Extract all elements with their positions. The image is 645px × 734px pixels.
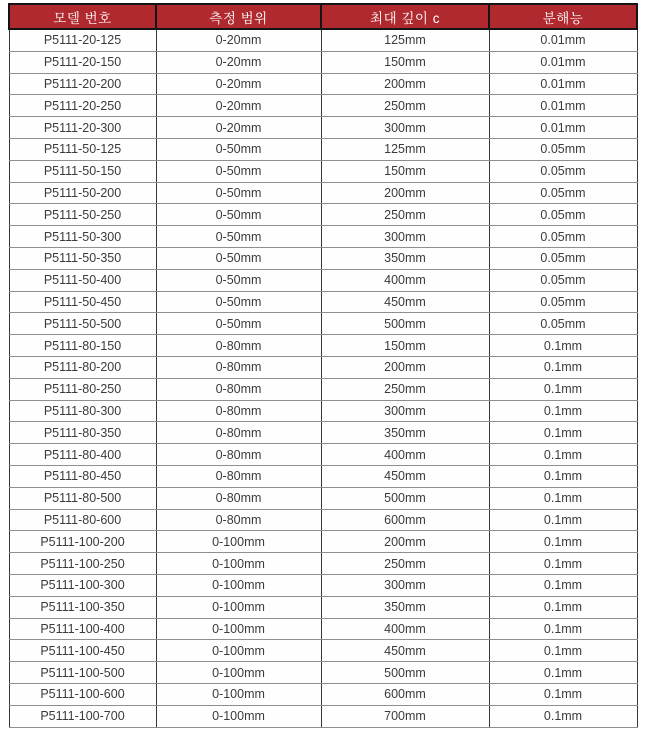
cell-resolution: 0.05mm bbox=[489, 138, 637, 160]
cell-measuring-range: 0-50mm bbox=[156, 160, 321, 182]
header-cell-measuring-range: 측정 범위 bbox=[156, 4, 321, 29]
cell-model-number: P5111-100-700 bbox=[9, 705, 156, 727]
cell-max-depth: 450mm bbox=[321, 291, 489, 313]
cell-model-number: P5111-20-125 bbox=[9, 29, 156, 51]
table-row bbox=[9, 553, 637, 575]
table-row bbox=[9, 531, 637, 553]
cell-max-depth: 200mm bbox=[321, 356, 489, 378]
cell-measuring-range: 0-100mm bbox=[156, 640, 321, 662]
table-row bbox=[9, 117, 637, 139]
cell-max-depth: 200mm bbox=[321, 182, 489, 204]
cell-resolution: 0.05mm bbox=[489, 226, 637, 248]
cell-resolution: 0.1mm bbox=[489, 378, 637, 400]
table-row bbox=[9, 640, 637, 662]
cell-resolution: 0.1mm bbox=[489, 356, 637, 378]
table-row bbox=[9, 705, 637, 727]
cell-max-depth: 300mm bbox=[321, 400, 489, 422]
cell-resolution: 0.1mm bbox=[489, 705, 637, 727]
cell-max-depth: 400mm bbox=[321, 444, 489, 466]
header-cell-max-depth: 최대 깊이 c bbox=[321, 4, 489, 29]
cell-resolution: 0.05mm bbox=[489, 247, 637, 269]
cell-max-depth: 600mm bbox=[321, 683, 489, 705]
table-row bbox=[9, 160, 637, 182]
table-row bbox=[9, 95, 637, 117]
cell-measuring-range: 0-20mm bbox=[156, 117, 321, 139]
cell-max-depth: 500mm bbox=[321, 487, 489, 509]
cell-resolution: 0.1mm bbox=[489, 683, 637, 705]
cell-max-depth: 400mm bbox=[321, 618, 489, 640]
cell-resolution: 0.1mm bbox=[489, 553, 637, 575]
cell-measuring-range: 0-80mm bbox=[156, 509, 321, 531]
cell-resolution: 0.01mm bbox=[489, 73, 637, 95]
cell-max-depth: 200mm bbox=[321, 531, 489, 553]
cell-measuring-range: 0-20mm bbox=[156, 29, 321, 51]
cell-model-number: P5111-100-250 bbox=[9, 553, 156, 575]
cell-resolution: 0.1mm bbox=[489, 422, 637, 444]
cell-max-depth: 250mm bbox=[321, 378, 489, 400]
table-row bbox=[9, 422, 637, 444]
table-row bbox=[9, 596, 637, 618]
cell-measuring-range: 0-50mm bbox=[156, 204, 321, 226]
cell-model-number: P5111-50-150 bbox=[9, 160, 156, 182]
cell-model-number: P5111-80-300 bbox=[9, 400, 156, 422]
cell-resolution: 0.1mm bbox=[489, 509, 637, 531]
cell-measuring-range: 0-80mm bbox=[156, 400, 321, 422]
cell-measuring-range: 0-50mm bbox=[156, 313, 321, 335]
cell-measuring-range: 0-20mm bbox=[156, 51, 321, 73]
table-row bbox=[9, 204, 637, 226]
product-spec-table bbox=[8, 3, 638, 728]
cell-max-depth: 400mm bbox=[321, 269, 489, 291]
cell-model-number: P5111-50-125 bbox=[9, 138, 156, 160]
cell-model-number: P5111-50-350 bbox=[9, 247, 156, 269]
cell-model-number: P5111-100-300 bbox=[9, 574, 156, 596]
table-row bbox=[9, 73, 637, 95]
cell-measuring-range: 0-50mm bbox=[156, 291, 321, 313]
table-header bbox=[9, 4, 637, 29]
cell-measuring-range: 0-80mm bbox=[156, 487, 321, 509]
cell-resolution: 0.1mm bbox=[489, 465, 637, 487]
cell-model-number: P5111-20-150 bbox=[9, 51, 156, 73]
cell-resolution: 0.1mm bbox=[489, 335, 637, 357]
table-row bbox=[9, 291, 637, 313]
cell-resolution: 0.1mm bbox=[489, 574, 637, 596]
cell-max-depth: 450mm bbox=[321, 465, 489, 487]
cell-max-depth: 300mm bbox=[321, 574, 489, 596]
cell-model-number: P5111-80-500 bbox=[9, 487, 156, 509]
cell-model-number: P5111-80-250 bbox=[9, 378, 156, 400]
cell-resolution: 0.1mm bbox=[489, 596, 637, 618]
table-row bbox=[9, 400, 637, 422]
cell-max-depth: 350mm bbox=[321, 596, 489, 618]
cell-max-depth: 500mm bbox=[321, 313, 489, 335]
cell-measuring-range: 0-50mm bbox=[156, 247, 321, 269]
cell-model-number: P5111-50-400 bbox=[9, 269, 156, 291]
cell-model-number: P5111-50-200 bbox=[9, 182, 156, 204]
cell-measuring-range: 0-50mm bbox=[156, 269, 321, 291]
cell-model-number: P5111-80-350 bbox=[9, 422, 156, 444]
table-row bbox=[9, 683, 637, 705]
cell-measuring-range: 0-100mm bbox=[156, 705, 321, 727]
cell-max-depth: 150mm bbox=[321, 160, 489, 182]
cell-resolution: 0.1mm bbox=[489, 487, 637, 509]
cell-model-number: P5111-50-250 bbox=[9, 204, 156, 226]
cell-model-number: P5111-20-250 bbox=[9, 95, 156, 117]
cell-measuring-range: 0-100mm bbox=[156, 596, 321, 618]
cell-resolution: 0.05mm bbox=[489, 182, 637, 204]
table-row bbox=[9, 574, 637, 596]
cell-max-depth: 125mm bbox=[321, 29, 489, 51]
table-row bbox=[9, 465, 637, 487]
table-row bbox=[9, 269, 637, 291]
table-row bbox=[9, 618, 637, 640]
cell-max-depth: 350mm bbox=[321, 422, 489, 444]
cell-measuring-range: 0-80mm bbox=[156, 378, 321, 400]
header-cell-model-number: 모델 번호 bbox=[9, 4, 156, 29]
table-row bbox=[9, 29, 637, 51]
header-row bbox=[9, 4, 637, 29]
cell-measuring-range: 0-80mm bbox=[156, 465, 321, 487]
cell-model-number: P5111-100-500 bbox=[9, 662, 156, 684]
cell-max-depth: 500mm bbox=[321, 662, 489, 684]
cell-max-depth: 150mm bbox=[321, 51, 489, 73]
cell-model-number: P5111-100-350 bbox=[9, 596, 156, 618]
cell-measuring-range: 0-100mm bbox=[156, 683, 321, 705]
cell-model-number: P5111-100-400 bbox=[9, 618, 156, 640]
cell-model-number: P5111-100-450 bbox=[9, 640, 156, 662]
cell-measuring-range: 0-80mm bbox=[156, 356, 321, 378]
table-row bbox=[9, 335, 637, 357]
cell-model-number: P5111-50-300 bbox=[9, 226, 156, 248]
cell-measuring-range: 0-50mm bbox=[156, 226, 321, 248]
cell-max-depth: 600mm bbox=[321, 509, 489, 531]
cell-resolution: 0.1mm bbox=[489, 662, 637, 684]
table-row bbox=[9, 51, 637, 73]
cell-resolution: 0.1mm bbox=[489, 531, 637, 553]
cell-model-number: P5111-80-150 bbox=[9, 335, 156, 357]
cell-resolution: 0.01mm bbox=[489, 51, 637, 73]
cell-measuring-range: 0-100mm bbox=[156, 553, 321, 575]
cell-resolution: 0.1mm bbox=[489, 618, 637, 640]
table-body bbox=[9, 29, 637, 727]
table-row bbox=[9, 138, 637, 160]
cell-model-number: P5111-100-200 bbox=[9, 531, 156, 553]
cell-measuring-range: 0-100mm bbox=[156, 662, 321, 684]
table-row bbox=[9, 509, 637, 531]
table-row bbox=[9, 313, 637, 335]
cell-max-depth: 200mm bbox=[321, 73, 489, 95]
cell-max-depth: 700mm bbox=[321, 705, 489, 727]
cell-resolution: 0.1mm bbox=[489, 400, 637, 422]
cell-measuring-range: 0-80mm bbox=[156, 444, 321, 466]
cell-resolution: 0.05mm bbox=[489, 313, 637, 335]
cell-resolution: 0.05mm bbox=[489, 291, 637, 313]
cell-max-depth: 300mm bbox=[321, 117, 489, 139]
cell-resolution: 0.01mm bbox=[489, 29, 637, 51]
cell-measuring-range: 0-100mm bbox=[156, 531, 321, 553]
cell-measuring-range: 0-100mm bbox=[156, 574, 321, 596]
table-row bbox=[9, 487, 637, 509]
cell-max-depth: 250mm bbox=[321, 95, 489, 117]
cell-model-number: P5111-20-300 bbox=[9, 117, 156, 139]
cell-resolution: 0.1mm bbox=[489, 444, 637, 466]
table-row bbox=[9, 356, 637, 378]
table-row bbox=[9, 378, 637, 400]
cell-measuring-range: 0-80mm bbox=[156, 422, 321, 444]
cell-resolution: 0.01mm bbox=[489, 95, 637, 117]
cell-resolution: 0.05mm bbox=[489, 269, 637, 291]
cell-model-number: P5111-50-450 bbox=[9, 291, 156, 313]
table-row bbox=[9, 247, 637, 269]
header-cell-resolution: 분해능 bbox=[489, 4, 637, 29]
cell-measuring-range: 0-20mm bbox=[156, 95, 321, 117]
table-row bbox=[9, 182, 637, 204]
table-row bbox=[9, 662, 637, 684]
cell-model-number: P5111-80-600 bbox=[9, 509, 156, 531]
cell-model-number: P5111-80-200 bbox=[9, 356, 156, 378]
cell-resolution: 0.1mm bbox=[489, 640, 637, 662]
cell-resolution: 0.05mm bbox=[489, 204, 637, 226]
cell-max-depth: 150mm bbox=[321, 335, 489, 357]
cell-model-number: P5111-80-400 bbox=[9, 444, 156, 466]
cell-measuring-range: 0-50mm bbox=[156, 138, 321, 160]
cell-max-depth: 250mm bbox=[321, 553, 489, 575]
cell-model-number: P5111-20-200 bbox=[9, 73, 156, 95]
cell-max-depth: 450mm bbox=[321, 640, 489, 662]
table-row bbox=[9, 444, 637, 466]
cell-model-number: P5111-100-600 bbox=[9, 683, 156, 705]
cell-model-number: P5111-50-500 bbox=[9, 313, 156, 335]
cell-measuring-range: 0-80mm bbox=[156, 335, 321, 357]
cell-measuring-range: 0-50mm bbox=[156, 182, 321, 204]
cell-max-depth: 125mm bbox=[321, 138, 489, 160]
cell-measuring-range: 0-20mm bbox=[156, 73, 321, 95]
cell-resolution: 0.01mm bbox=[489, 117, 637, 139]
cell-max-depth: 250mm bbox=[321, 204, 489, 226]
table-row bbox=[9, 226, 637, 248]
cell-measuring-range: 0-100mm bbox=[156, 618, 321, 640]
cell-resolution: 0.05mm bbox=[489, 160, 637, 182]
cell-max-depth: 300mm bbox=[321, 226, 489, 248]
cell-model-number: P5111-80-450 bbox=[9, 465, 156, 487]
cell-max-depth: 350mm bbox=[321, 247, 489, 269]
